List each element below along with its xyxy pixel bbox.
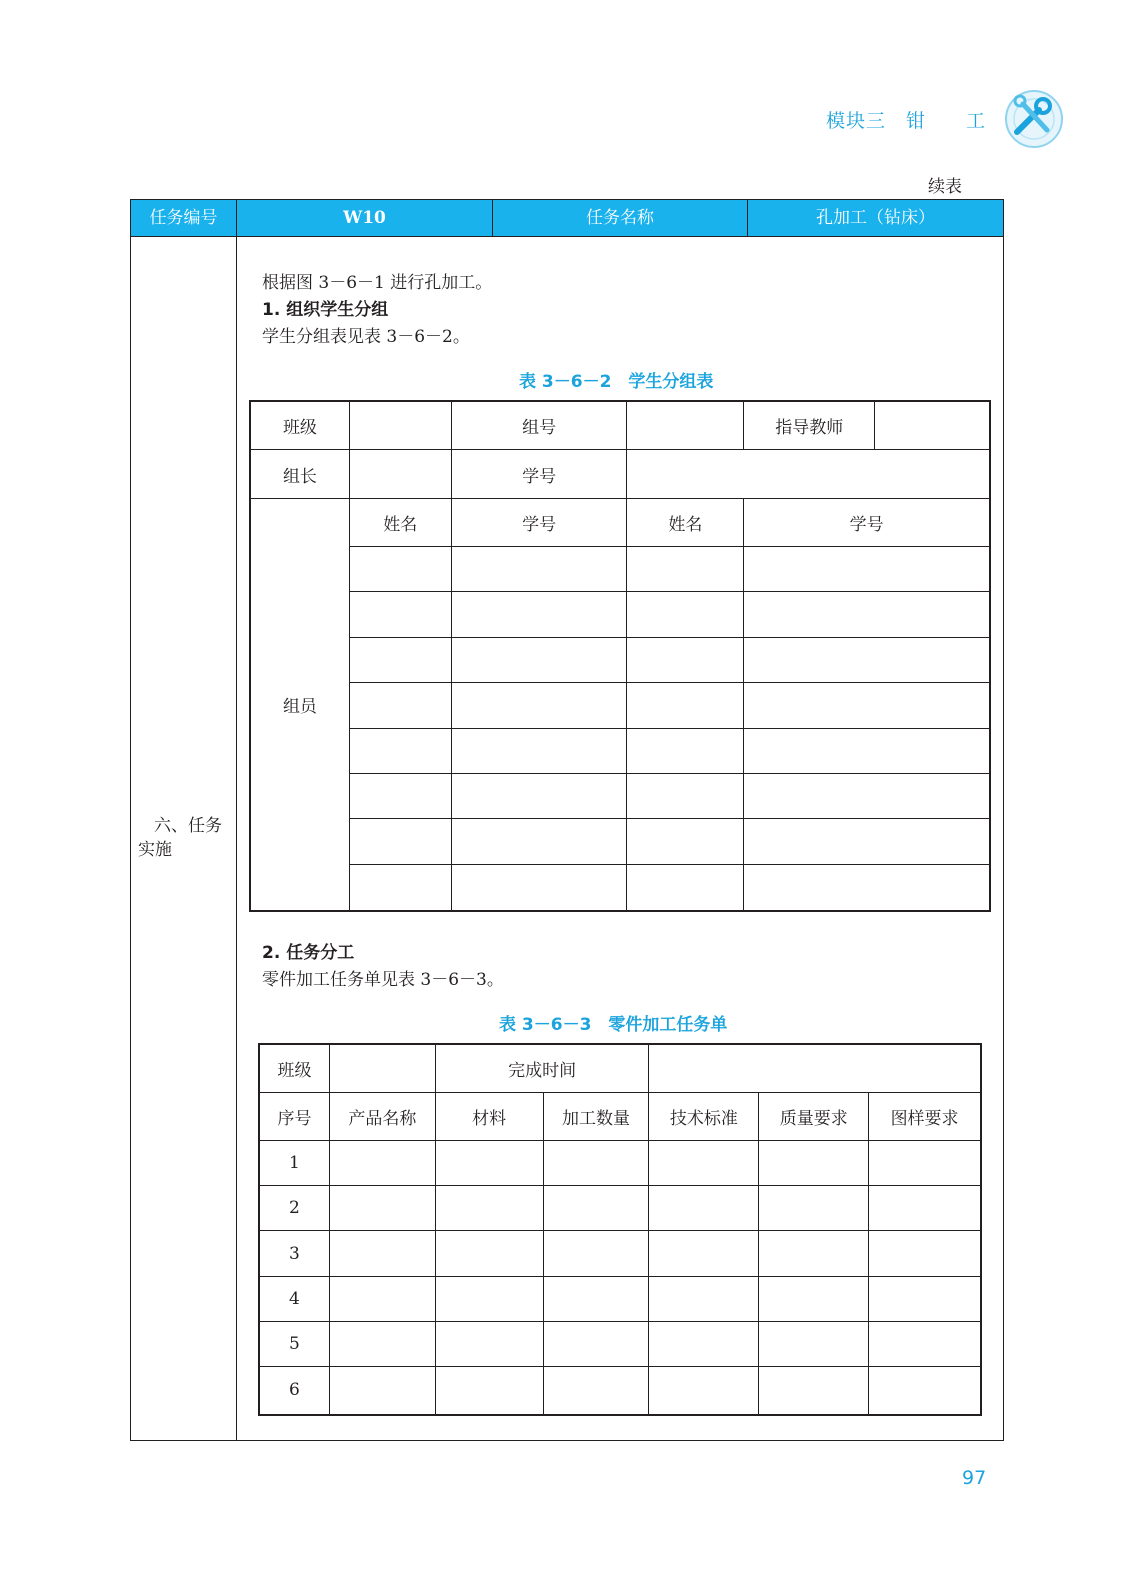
member-cell[interactable] xyxy=(349,637,451,682)
task-class-value[interactable] xyxy=(329,1045,435,1093)
task-cell[interactable] xyxy=(869,1231,981,1276)
member-row xyxy=(251,683,990,728)
member-cell[interactable] xyxy=(627,637,744,682)
task-header-row xyxy=(260,1093,981,1141)
group-class-label: 班级 xyxy=(251,402,350,450)
task-cell[interactable] xyxy=(329,1321,435,1366)
task-name-label: 任务名称 xyxy=(493,200,748,236)
page-number: 97 xyxy=(962,1467,987,1489)
row-number: 4 xyxy=(260,1276,330,1321)
member-cell[interactable] xyxy=(349,592,451,637)
task-cell[interactable] xyxy=(759,1231,869,1276)
task-cell[interactable] xyxy=(329,1366,435,1414)
finish-time-value[interactable] xyxy=(649,1045,981,1093)
task-col-header: 序号 xyxy=(260,1093,330,1141)
member-cell[interactable] xyxy=(349,864,451,910)
member-row xyxy=(251,728,990,773)
task-cell[interactable] xyxy=(329,1141,435,1186)
task-cell[interactable] xyxy=(435,1141,543,1186)
task-cell[interactable] xyxy=(869,1186,981,1231)
leader-id-label: 学号 xyxy=(451,450,627,498)
task-cell[interactable] xyxy=(759,1276,869,1321)
task-cell[interactable] xyxy=(543,1141,649,1186)
member-header: 姓名 xyxy=(349,498,451,546)
step2-text: 零件加工任务单见表 3－6－3。 xyxy=(262,970,504,990)
task-col-header: 加工数量 xyxy=(543,1093,649,1141)
row-number: 1 xyxy=(260,1141,330,1186)
members-label: 组员 xyxy=(251,498,350,910)
task-cell[interactable] xyxy=(869,1276,981,1321)
member-cell[interactable] xyxy=(627,592,744,637)
member-cell[interactable] xyxy=(451,864,627,910)
task-cell[interactable] xyxy=(329,1276,435,1321)
task-table xyxy=(259,1044,981,1415)
member-cell[interactable] xyxy=(451,819,627,864)
task-cell[interactable] xyxy=(649,1186,759,1231)
member-row xyxy=(251,592,990,637)
task-cell[interactable] xyxy=(759,1141,869,1186)
task-id-value: W10 xyxy=(237,200,493,236)
task-table-caption: 表 3－6－3 零件加工任务单 xyxy=(499,1015,728,1035)
section-label xyxy=(138,814,234,862)
step1-text: 学生分组表见表 3－6－2。 xyxy=(262,327,470,347)
task-cell[interactable] xyxy=(329,1231,435,1276)
wrench-gear-icon xyxy=(1003,88,1065,150)
task-cell[interactable] xyxy=(759,1321,869,1366)
task-cell[interactable] xyxy=(435,1231,543,1276)
member-row xyxy=(251,773,990,818)
member-row xyxy=(251,819,990,864)
member-cell[interactable] xyxy=(744,773,990,818)
member-cell[interactable] xyxy=(627,547,744,592)
group-no-value[interactable] xyxy=(627,402,744,450)
member-cell[interactable] xyxy=(451,592,627,637)
task-cell[interactable] xyxy=(435,1276,543,1321)
task-cell[interactable] xyxy=(869,1321,981,1366)
member-cell[interactable] xyxy=(627,683,744,728)
task-cell[interactable] xyxy=(649,1231,759,1276)
leader-value[interactable] xyxy=(349,450,451,498)
intro-text: 根据图 3－6－1 进行孔加工。 xyxy=(262,273,493,293)
task-cell[interactable] xyxy=(649,1321,759,1366)
task-cell[interactable] xyxy=(543,1321,649,1366)
task-col-header: 产品名称 xyxy=(329,1093,435,1141)
leader-id-value[interactable] xyxy=(627,450,990,498)
member-cell[interactable] xyxy=(744,547,990,592)
task-cell[interactable] xyxy=(649,1366,759,1414)
task-col-header: 质量要求 xyxy=(759,1093,869,1141)
member-cell[interactable] xyxy=(349,819,451,864)
row-number: 6 xyxy=(260,1366,330,1414)
member-cell[interactable] xyxy=(627,819,744,864)
task-cell[interactable] xyxy=(869,1366,981,1414)
task-cell[interactable] xyxy=(543,1366,649,1414)
member-cell[interactable] xyxy=(744,683,990,728)
task-cell[interactable] xyxy=(543,1231,649,1276)
member-row xyxy=(251,547,990,592)
finish-time-label: 完成时间 xyxy=(435,1045,649,1093)
task-name-value: 孔加工（钻床） xyxy=(816,208,935,228)
task-cell[interactable] xyxy=(649,1141,759,1186)
member-row xyxy=(251,637,990,682)
teacher-label: 指导教师 xyxy=(744,402,875,450)
leader-label: 组长 xyxy=(251,450,350,498)
task-cell[interactable] xyxy=(329,1186,435,1231)
group-no-label: 组号 xyxy=(451,402,627,450)
task-col-header: 技术标准 xyxy=(649,1093,759,1141)
continued-label: 续表 xyxy=(928,177,962,197)
member-cell[interactable] xyxy=(349,728,451,773)
member-header: 姓名 xyxy=(627,498,744,546)
task-row xyxy=(260,1276,981,1321)
divider xyxy=(236,237,237,1440)
member-header: 学号 xyxy=(451,498,627,546)
task-col-header: 材料 xyxy=(435,1093,543,1141)
group-class-value[interactable] xyxy=(349,402,451,450)
member-cell[interactable] xyxy=(451,773,627,818)
section-label-line2: 实施 xyxy=(138,840,172,860)
teacher-value[interactable] xyxy=(875,402,990,450)
member-row xyxy=(251,864,990,910)
task-cell[interactable] xyxy=(869,1141,981,1186)
member-cell[interactable] xyxy=(451,728,627,773)
row-number: 5 xyxy=(260,1321,330,1366)
task-row xyxy=(260,1141,981,1186)
task-cell[interactable] xyxy=(759,1366,869,1414)
member-header: 学号 xyxy=(744,498,990,546)
row-number: 3 xyxy=(260,1231,330,1276)
member-cell[interactable] xyxy=(349,547,451,592)
member-cell[interactable] xyxy=(349,683,451,728)
task-cell[interactable] xyxy=(435,1366,543,1414)
member-cell[interactable] xyxy=(744,637,990,682)
task-cell[interactable] xyxy=(435,1321,543,1366)
task-row xyxy=(260,1366,981,1414)
member-cell[interactable] xyxy=(744,819,990,864)
section-label-line1: 六、任务 xyxy=(154,816,222,836)
member-cell[interactable] xyxy=(744,864,990,910)
task-cell[interactable] xyxy=(759,1186,869,1231)
task-class-label: 班级 xyxy=(260,1045,330,1093)
task-header-row xyxy=(131,200,1003,236)
task-row xyxy=(260,1186,981,1231)
member-cell[interactable] xyxy=(349,773,451,818)
member-cell[interactable] xyxy=(744,728,990,773)
step1-heading: 1. 组织学生分组 xyxy=(262,300,389,320)
group-table xyxy=(250,401,990,911)
step2-heading: 2. 任务分工 xyxy=(262,943,355,963)
member-cell[interactable] xyxy=(451,683,627,728)
row-number: 2 xyxy=(260,1186,330,1231)
task-cell[interactable] xyxy=(435,1186,543,1231)
member-cell[interactable] xyxy=(627,773,744,818)
task-col-header: 图样要求 xyxy=(869,1093,981,1141)
member-cell[interactable] xyxy=(451,547,627,592)
member-cell[interactable] xyxy=(451,637,627,682)
divider xyxy=(130,236,1004,237)
member-cell[interactable] xyxy=(627,728,744,773)
task-cell[interactable] xyxy=(543,1276,649,1321)
task-id-label: 任务编号 xyxy=(131,200,237,236)
member-cell[interactable] xyxy=(627,864,744,910)
group-table-caption: 表 3－6－2 学生分组表 xyxy=(519,372,714,392)
task-cell[interactable] xyxy=(543,1186,649,1231)
member-cell[interactable] xyxy=(744,592,990,637)
module-title: 模块三 钳 工 xyxy=(826,110,987,132)
task-cell[interactable] xyxy=(649,1276,759,1321)
task-row xyxy=(260,1231,981,1276)
task-row xyxy=(260,1321,981,1366)
